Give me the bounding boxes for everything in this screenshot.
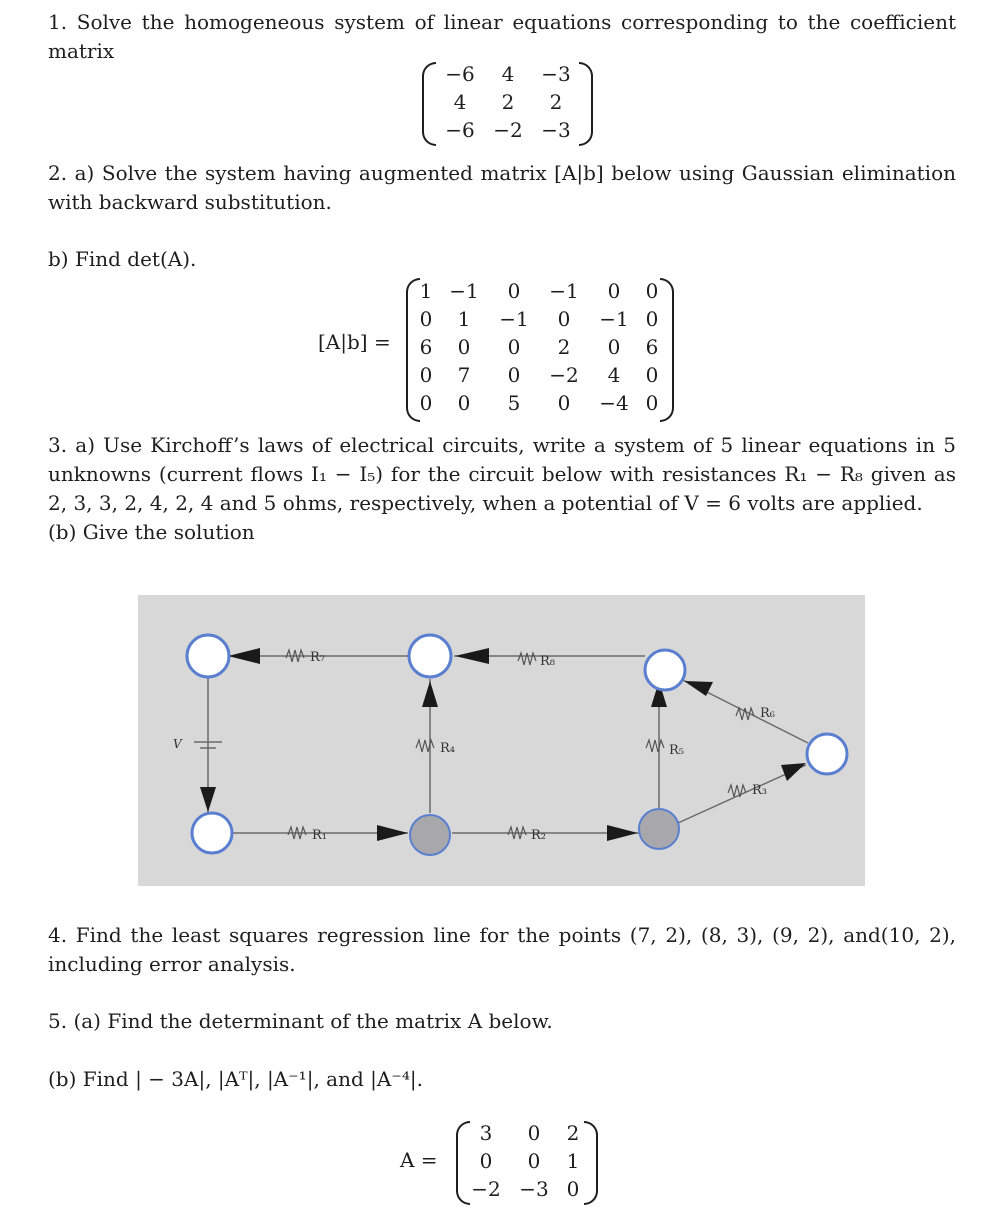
matrix-a-label: A = [400, 1148, 438, 1172]
matrix-cell: 4 [501, 62, 515, 86]
matrix-cell: −1 [599, 307, 629, 331]
matrix-cell: 4 [607, 363, 621, 387]
augmented-matrix-label: [A|b] = [318, 330, 391, 354]
node [192, 813, 232, 853]
matrix-cell: 6 [419, 335, 433, 359]
node [187, 635, 229, 677]
matrix-cell: 0 [457, 391, 471, 415]
matrix-cell: 0 [645, 307, 659, 331]
problem-2b-text: b) Find det(A). [48, 247, 197, 271]
resistor-label-r6: R₆ [760, 706, 775, 721]
problem-5a-text: 5. (a) Find the determinant of the matrix A below. [48, 1009, 553, 1033]
matrix-cell: −1 [549, 279, 579, 303]
matrix-cell: 2 [549, 90, 563, 114]
augmented-matrix [404, 276, 676, 422]
resistor-label-r7: R₇ [310, 650, 325, 665]
problem-1-text: 1. Solve the homogeneous system of linear equations corresponding to the coefficient matrix [48, 10, 956, 63]
matrix-cell: 3 [479, 1121, 493, 1145]
resistor-label-r1: R₁ [312, 828, 327, 843]
problem-2a-text: 2. a) Solve the system having augmented matrix [A|b] below using Gaussian elimination with backward substitution. [48, 161, 956, 214]
matrix-cell: 0 [527, 1149, 541, 1173]
node [645, 650, 685, 690]
matrix-cell: −3 [519, 1177, 549, 1201]
problem-3a-text: 3. a) Use Kirchoff’s laws of electrical circuits, write a system of 5 linear equations in 5 unknowns (current flows I₁ − I₅) for the circuit below with resistances R₁ − R₈ given as 2, 3, 3, 2, 4, 2, 4 and 5 ohms, respectively, when a potential of V = 6 volts are applied. [48, 433, 956, 515]
right-paren [579, 62, 593, 146]
node-filled [639, 809, 679, 849]
matrix-cell: −3 [541, 118, 571, 142]
matrix-cell: 2 [501, 90, 515, 114]
problem-5b-text: (b) Find | − 3A|, |Aᵀ|, |A⁻¹|, and |A⁻⁴|. [48, 1067, 423, 1091]
circuit-diagram [138, 595, 865, 886]
problem-4-text: 4. Find the least squares regression line for the points (7, 2), (8, 3), (9, 2), and(10, 2), including error analysis. [48, 923, 956, 976]
problem-3b-text: (b) Give the solution [48, 520, 255, 544]
matrix-cell: 0 [419, 363, 433, 387]
node [409, 635, 451, 677]
matrix-cell: −3 [541, 62, 571, 86]
voltage-label: V [173, 737, 182, 751]
matrix-cell: −2 [471, 1177, 501, 1201]
matrix-cell: 0 [479, 1149, 493, 1173]
resistor-label-r3: R₃ [752, 783, 767, 798]
resistor-label-r4: R₄ [440, 741, 455, 756]
matrix-cell: −1 [499, 307, 529, 331]
matrix-cell: 0 [607, 279, 621, 303]
matrix-cell: 0 [645, 391, 659, 415]
matrix-cell: 0 [566, 1177, 580, 1201]
matrix-cell: −4 [599, 391, 629, 415]
matrix-cell: 0 [419, 391, 433, 415]
matrix-cell: 0 [507, 335, 521, 359]
left-paren [422, 62, 436, 146]
matrix-cell: 0 [527, 1121, 541, 1145]
matrix-cell: 6 [645, 335, 659, 359]
problem-1-matrix [420, 60, 595, 146]
matrix-cell: 1 [457, 307, 471, 331]
resistor-label-r2: R₂ [531, 828, 546, 843]
node [807, 734, 847, 774]
resistor-label-r5: R₅ [669, 743, 684, 758]
matrix-cell: 2 [566, 1121, 580, 1145]
matrix-cell: −1 [449, 279, 479, 303]
resistor-label-r8: R₈ [540, 654, 555, 669]
matrix-cell: 2 [557, 335, 571, 359]
matrix-cell: 0 [645, 279, 659, 303]
matrix-cell: −6 [445, 118, 475, 142]
matrix-cell: 7 [457, 363, 471, 387]
matrix-cell: −2 [549, 363, 579, 387]
matrix-cell: 0 [607, 335, 621, 359]
matrix-cell: 1 [566, 1149, 580, 1173]
matrix-cell: 4 [453, 90, 467, 114]
matrix-cell: −2 [493, 118, 523, 142]
matrix-cell: −6 [445, 62, 475, 86]
matrix-cell: 5 [507, 391, 521, 415]
node-filled [410, 815, 450, 855]
matrix-cell: 0 [645, 363, 659, 387]
matrix-cell: 0 [507, 363, 521, 387]
matrix-cell: 0 [507, 279, 521, 303]
matrix-cell: 0 [557, 307, 571, 331]
matrix-cell: 1 [419, 279, 433, 303]
matrix-cell: 0 [557, 391, 571, 415]
matrix-a [454, 1119, 600, 1205]
matrix-cell: 0 [419, 307, 433, 331]
circuit-background [138, 595, 865, 886]
matrix-cell: 0 [457, 335, 471, 359]
